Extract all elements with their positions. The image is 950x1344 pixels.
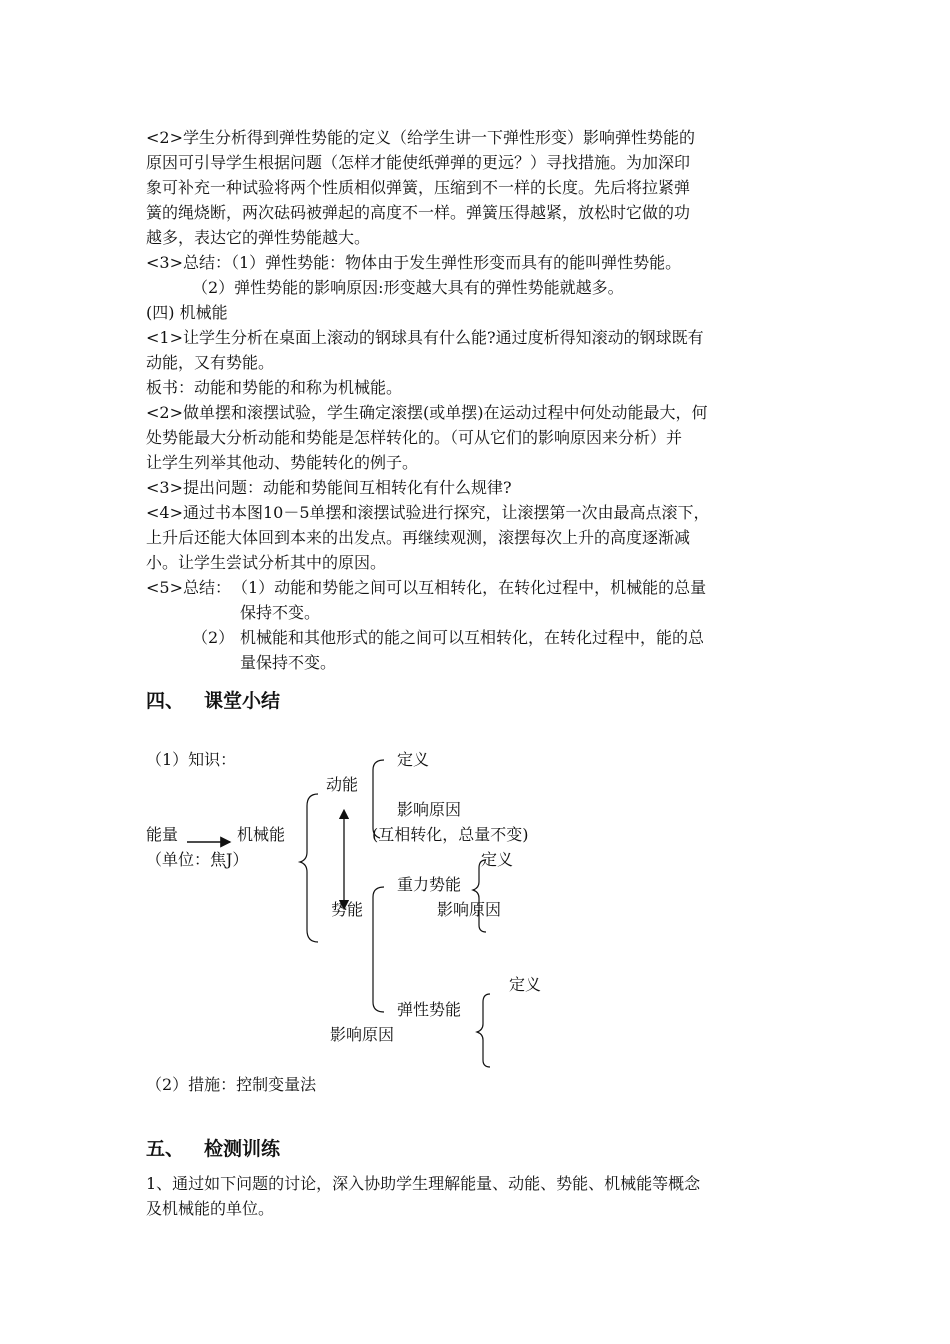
- text-line: <2>做单摆和滚摆试验，学生确定滚摆(或单摆)在运动过程中何处动能最大，何: [146, 403, 708, 422]
- summary-item-1-cont: 保持不变。: [240, 603, 321, 622]
- diagram-potential-energy: 势能: [331, 900, 364, 919]
- text-line: 小。让学生尝试分析其中的原因。: [146, 553, 387, 572]
- text-line: 越多，表达它的弹性势能越大。: [146, 228, 371, 247]
- text-line: 处势能最大分析动能和势能是怎样转化的。（可从它们的影响原因来分析）并: [146, 428, 683, 447]
- text-line: 1、通过如下问题的讨论，深入协助学生理解能量、动能、势能、机械能等概念: [146, 1174, 701, 1193]
- brace-gravity: [473, 860, 486, 932]
- summary-item-2-cont: 量保持不变。: [240, 653, 337, 672]
- summary-item-2: 机械能和其他形式的能之间可以互相转化，在转化过程中，能的总: [240, 628, 705, 647]
- diagram-unit: （单位：焦J）: [146, 850, 249, 869]
- text-line: （2）弹性势能的影响原因:形变越大具有的弹性势能就越多。: [192, 278, 624, 297]
- diagram-knowledge-label: （1）知识：: [146, 750, 237, 769]
- section-heading-5: 五、 检测训练: [146, 1138, 281, 1160]
- brace-mechanical: [300, 794, 318, 942]
- board-note: 板书：动能和势能的和称为机械能。: [146, 378, 403, 397]
- text-line: 动能，又有势能。: [146, 353, 275, 372]
- text-line: <2>学生分析得到弹性势能的定义（给学生讲一下弹性形变）影响弹性势能的: [146, 128, 695, 147]
- text-line: <3>提出问题：动能和势能间互相转化有什么规律?: [146, 478, 512, 497]
- text-line: 簧的绳烧断，两次砝码被弹起的高度不一样。弹簧压得越紧，放松时它做的功: [146, 203, 691, 222]
- text-line: <1>让学生分析在桌面上滚动的钢球具有什么能?通过度析得知滚动的钢球既有: [146, 328, 704, 347]
- diagram-elastic-energy: 弹性势能: [397, 1000, 462, 1019]
- brace-potential: [373, 887, 384, 1012]
- diagram-gravity-factors: 影响原因: [437, 900, 502, 919]
- summary-item-1: （1）动能和势能之间可以互相转化，在转化过程中，机械能的总量: [232, 578, 707, 597]
- summary-label: <5>总结：: [146, 578, 231, 597]
- diagram-kinetic-factors: 影响原因: [397, 800, 462, 819]
- diagram-elastic-factors: 影响原因: [330, 1025, 395, 1044]
- diagram-method: （2）措施：控制变量法: [146, 1075, 317, 1094]
- diagram-kinetic-energy: 动能: [326, 775, 359, 794]
- diagram-mechanical-energy: 机械能: [237, 825, 286, 844]
- text-line: <3>总结：（1）弹性势能：物体由于发生弹性形变而具有的能叫弹性势能。: [146, 253, 682, 272]
- summary-item-2-num: （2）: [192, 628, 235, 647]
- text-line: 及机械能的单位。: [146, 1199, 275, 1218]
- diagram-gravitational-energy: 重力势能: [397, 875, 462, 894]
- text-line: 象可补充一种试验将两个性质相似弹簧，压缩到不一样的长度。先后将拉紧弹: [146, 178, 691, 197]
- text-line: 让学生列举其他动、势能转化的例子。: [146, 453, 419, 472]
- text-line: <4>通过书本图10－5单摆和滚摆试验进行探究，让滚摆第一次由最高点滚下，: [146, 503, 710, 522]
- diagram-energy: 能量: [146, 825, 179, 844]
- subsection-title: (四) 机械能: [146, 303, 228, 322]
- diagram-mutual-conversion: (互相转化，总量不变): [372, 825, 529, 844]
- text-line: 原因可引导学生根据问题（怎样才能使纸弹弹的更远？）寻找措施。为加深印: [146, 153, 691, 172]
- diagram-kinetic-definition: 定义: [397, 750, 430, 769]
- brace-elastic: [477, 994, 490, 1067]
- diagram-gravity-definition: 定义: [481, 850, 514, 869]
- diagram-elastic-definition: 定义: [509, 975, 542, 994]
- section-heading-4: 四、 课堂小结: [146, 690, 281, 712]
- text-line: 上升后还能大体回到本来的出发点。再继续观测，滚摆每次上升的高度逐渐减: [146, 528, 691, 547]
